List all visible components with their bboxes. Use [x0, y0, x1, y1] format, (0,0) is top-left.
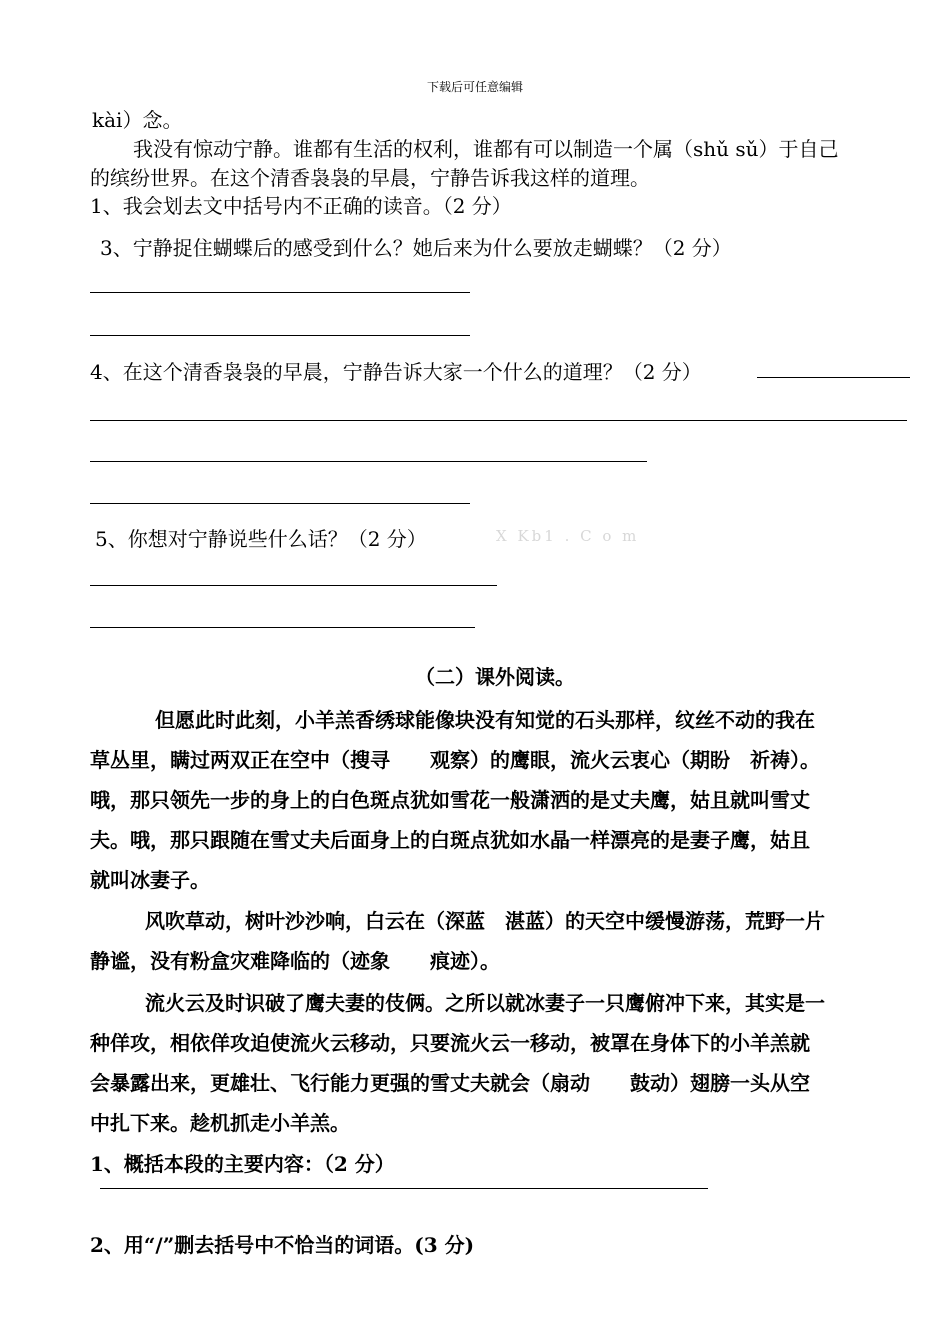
question-2-1: 1、概括本段的主要内容：（2 分）: [90, 1152, 395, 1176]
passage-line: kài）念。: [92, 108, 183, 132]
passage-line: 流火云及时识破了鹰夫妻的伎俩。之所以就冰妻子一只鹰俯冲下来，其实是一: [145, 991, 825, 1015]
section-title: （二）课外阅读。: [415, 665, 575, 689]
question-1: 1、我会划去文中括号内不正确的读音。（2 分）: [90, 194, 512, 218]
question-4: 4、在这个清香袅袅的早晨，宁静告诉大家一个什么的道理？（2 分）: [90, 360, 702, 384]
answer-line[interactable]: [757, 377, 910, 378]
answer-line[interactable]: [90, 420, 907, 421]
question-5: 5、你想对宁静说些什么话？（2 分）: [95, 527, 427, 551]
question-3: 3、宁静捉住蝴蝶后的感受到什么？她后来为什么要放走蝴蝶？（2 分）: [100, 236, 732, 260]
passage-line: 中扎下来。趁机抓走小羊羔。: [90, 1111, 350, 1135]
answer-line[interactable]: [90, 292, 470, 293]
answer-line[interactable]: [90, 335, 470, 336]
passage-line: 的缤纷世界。在这个清香袅袅的早晨，宁静告诉我这样的道理。: [90, 166, 650, 190]
passage-line: 会暴露出来，更雄壮、飞行能力更强的雪丈夫就会（扇动 鼓动）翅膀一头从空: [90, 1071, 810, 1095]
answer-line[interactable]: [90, 461, 647, 462]
answer-line[interactable]: [90, 503, 470, 504]
passage-line: 就叫冰妻子。: [90, 868, 210, 892]
page-header: 下载后可任意编辑: [426, 80, 523, 94]
passage-line: 夫。哦，那只跟随在雪丈夫后面身上的白斑点犹如水晶一样漂亮的是妻子鹰，姑且: [90, 828, 810, 852]
watermark: X Kb1 . C o m: [496, 527, 640, 545]
question-2-2: 2、用“/”删去括号中不恰当的词语。(3 分): [90, 1233, 475, 1257]
answer-line[interactable]: [90, 627, 475, 628]
answer-line[interactable]: [90, 585, 497, 586]
passage-line: 哦，那只领先一步的身上的白色斑点犹如雪花一般潇洒的是丈夫鹰，姑且就叫雪丈: [90, 788, 810, 812]
passage-line: 但愿此时此刻，小羊羔香绣球能像块没有知觉的石头那样，纹丝不动的我在: [155, 708, 815, 732]
passage-line: 草丛里，瞒过两双正在空中（搜寻 观察）的鹰眼，流火云衷心（期盼 祈祷）。: [90, 748, 820, 772]
answer-line[interactable]: [100, 1188, 708, 1189]
passage-line: 种佯攻，相依佯攻迫使流火云移动，只要流火云一移动，被罩在身体下的小羊羔就: [90, 1031, 810, 1055]
passage-line: 我没有惊动宁静。谁都有生活的权利，谁都有可以制造一个属（shǔ sǔ）于自己: [133, 137, 839, 161]
passage-line: 风吹草动，树叶沙沙响，白云在（深蓝 湛蓝）的天空中缓慢游荡，荒野一片: [145, 909, 825, 933]
passage-line: 静谧，没有粉盒灾难降临的（迹象 痕迹）。: [90, 949, 500, 973]
